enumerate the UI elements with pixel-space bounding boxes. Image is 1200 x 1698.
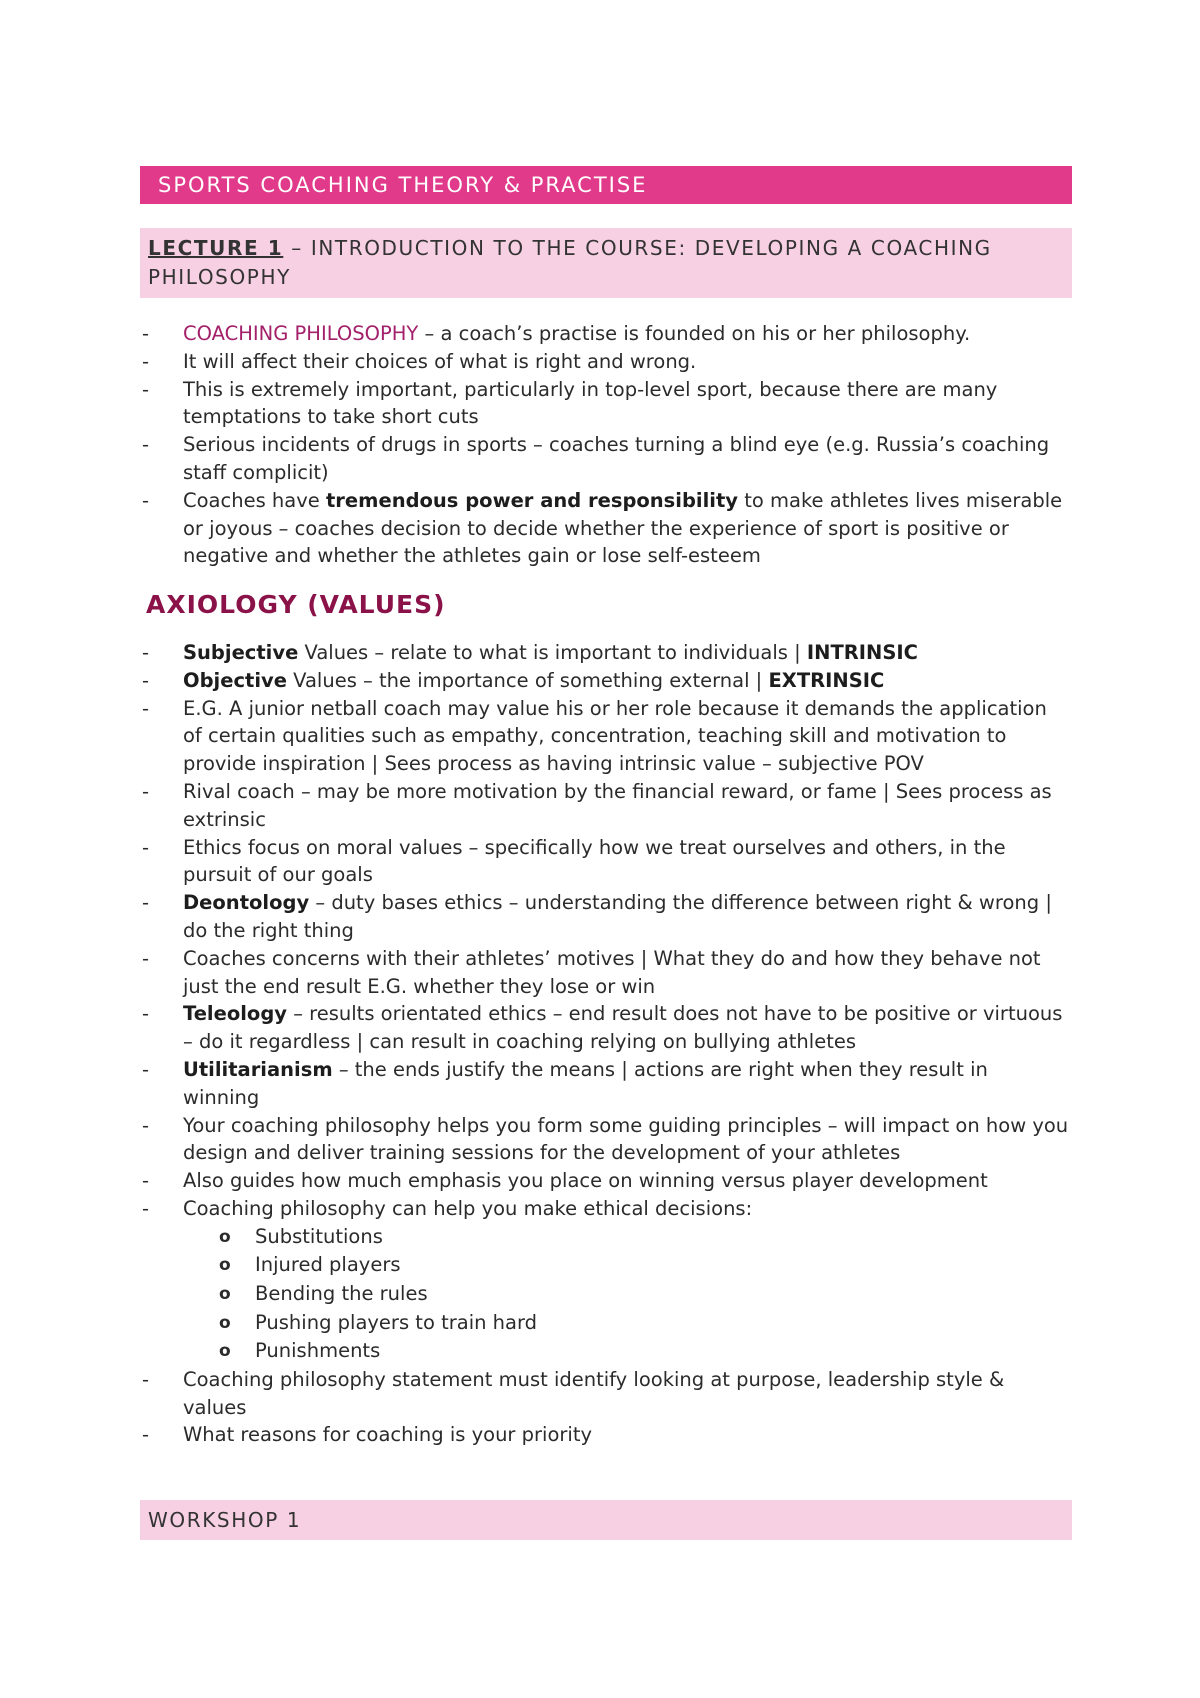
list-item: - Utilitarianism – the ends justify the means | actions are right when they result in winning	[142, 1057, 988, 1109]
list-item: - This is extremely important, particularly in top-level sport, because there are many temptations to take short cuts	[142, 377, 998, 429]
course-title-banner: SPORTS COACHING THEORY & PRACTISE	[140, 166, 1072, 204]
list-item: - Teleology – results orientated ethics – end result does not have to be positive or virtuous – do it regardless | can result in coaching relying on bullying athletes	[142, 1002, 1063, 1054]
list-item: - Objective Values – the importance of something external | EXTRINSIC	[142, 668, 885, 692]
list-item: - Coaching philosophy statement must identify looking at purpose, leadership style & values	[142, 1367, 1005, 1419]
sub-list-item: o Substitutions	[219, 1224, 383, 1248]
list-item: - E.G. A junior netball coach may value his or her role because it demands the application of certain qualities such as empathy, concentration, teaching skill and motivation to provide inspiration | Sees process as having intrinsic value – subjective POV	[142, 696, 1047, 776]
list-item: - Your coaching philosophy helps you form some guiding principles – will impact on how you design and deliver training sessions for the development of your athletes	[142, 1113, 1069, 1165]
lecture-title: – INTRODUCTION TO THE COURSE: DEVELOPING A COACHING PHILOSOPHY	[148, 236, 992, 289]
list-item: - Coaching philosophy can help you make ethical decisions:	[142, 1196, 753, 1220]
list-item: - COACHING PHILOSOPHY – a coach’s practise is founded on his or her philosophy.	[142, 322, 971, 345]
sub-list-item: o Injured players	[219, 1253, 401, 1277]
lecture-number: LECTURE 1	[148, 236, 284, 260]
sub-list-item: o Pushing players to train hard	[219, 1310, 538, 1334]
list-item: - Coaches have tremendous power and responsibility to make athletes lives miserable or joyous – coaches decision to decide whether the experience of sport is positive or negative and whether the athletes gain or lose self-esteem	[142, 488, 1063, 568]
list-item: - Also guides how much emphasis you place on winning versus player development	[142, 1169, 988, 1193]
list-item: - Subjective Values – relate to what is important to individuals | INTRINSIC	[142, 641, 918, 664]
sub-list-item: o Bending the rules	[219, 1281, 428, 1305]
list-item: - Coaches concerns with their athletes’ motives | What they do and how they behave not just the end result E.G. whether they lose or win	[142, 946, 1041, 998]
axiology-list	[140, 639, 1070, 1449]
list-item: - Rival coach – may be more motivation by the financial reward, or fame | Sees process as extrinsic	[142, 779, 1052, 831]
list-item: - Deontology – duty bases ethics – understanding the difference between right & wrong | do the right thing	[142, 891, 1052, 942]
list-item: - Ethics focus on moral values – specifically how we treat ourselves and others, in the pursuit of our goals	[142, 835, 1006, 887]
list-item: - Serious incidents of drugs in sports – coaches turning a blind eye (e.g. Russia’s coaching staff complicit)	[142, 433, 1050, 484]
sub-list-item: o Punishments	[219, 1339, 381, 1363]
section-heading-axiology: AXIOLOGY (VALUES)	[146, 590, 446, 619]
intro-list	[140, 320, 1070, 570]
workshop-heading: WORKSHOP 1	[140, 1500, 1072, 1540]
lecture-heading	[140, 228, 1072, 298]
list-item: - What reasons for coaching is your priority	[142, 1423, 593, 1447]
list-item: - It will affect their choices of what is right and wrong.	[142, 349, 697, 373]
